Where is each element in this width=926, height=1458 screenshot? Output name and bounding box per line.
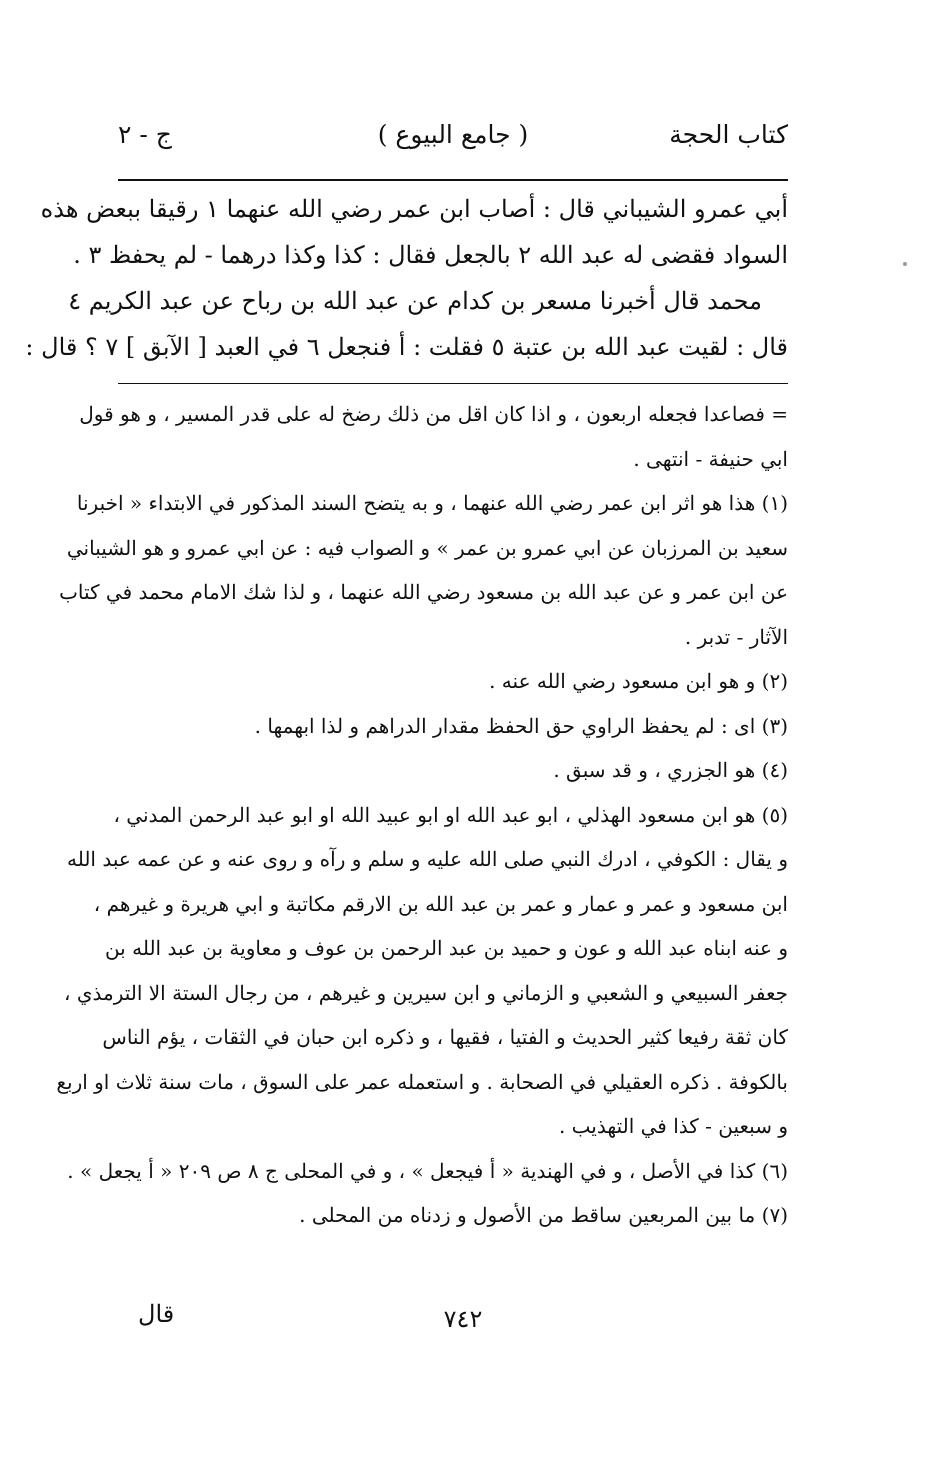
footnote-line: و سبعين - كذا في التهذيب . bbox=[558, 1114, 788, 1138]
footnote-line: (٧) ما بين المربعين ساقط من الأصول و زدناه من المحلى . bbox=[299, 1203, 788, 1227]
footnote-line: كان ثقة رفيعا كثير الحديث و الفتيا ، فقيها ، و ذكره ابن حبان في الثقات ، يؤم الناس bbox=[102, 1025, 788, 1049]
footnote-line: (٤) هو الجزري ، و قد سبق . bbox=[553, 758, 788, 782]
footnotes bbox=[56, 392, 788, 1238]
footnote-line: (٢) و هو ابن مسعود رضي الله عنه . bbox=[489, 669, 788, 693]
footnote-line: سعيد بن المرزبان عن ابي عمرو بن عمر » و الصواب فيه : عن ابي عمرو و هو الشيباني bbox=[66, 535, 788, 560]
main-line: قال : لقيت عبد الله بن عتبة ٥ فقلت : أ فنجعل ٦ في العبد [ الآبق ] ٧ ؟ قال : bbox=[25, 333, 788, 361]
footnote-line: = فصاعدا فجعله اربعون ، و اذا كان اقل من ذلك رضخ له على قدر المسير ، و هو قول bbox=[79, 402, 788, 426]
footnote-line: ابن مسعود و عمر و عمار و عمر بن عبد الله بن الارقم مكاتبة و ابي هريرة و غيرهم ، bbox=[93, 891, 788, 916]
chapter-title: ( جامع البيوع ) bbox=[377, 120, 529, 149]
running-header bbox=[118, 120, 788, 174]
scan-speck bbox=[903, 262, 907, 266]
book-title: كتاب الحجة bbox=[669, 120, 788, 149]
footnote-line: (١) هذا هو اثر ابن عمر رضي الله عنهما ، و به يتضح السند المذكور في الابتداء « اخبرنا bbox=[76, 491, 788, 515]
footnote-rule bbox=[118, 383, 788, 384]
volume-number: ج - ٢ bbox=[118, 120, 172, 149]
footnote-line: (٦) كذا في الأصل ، و في الهندية « أ فيجعل » ، و في المحلى ج ٨ ص ٢٠٩ « أ يجعل » . bbox=[67, 1158, 788, 1183]
catchword: قال bbox=[138, 1300, 175, 1328]
page-number: ٧٤٢ bbox=[443, 1305, 483, 1333]
footnote-line: و يقال : الكوفي ، ادرك النبي صلى الله عليه و سلم و رآه و روى عنه و عن عمه عبد الله bbox=[66, 847, 788, 871]
footnote-line: الآثار - تدبر . bbox=[684, 624, 788, 649]
footnote-line: (٥) هو ابن مسعود الهذلي ، ابو عبد الله او ابو عبيد الله او ابو عبد الرحمن المدني ، bbox=[113, 802, 788, 827]
footnote-line: (٣) اى : لم يحفظ الراوي حق الحفظ مقدار الدراهم و لذا ابهمها . bbox=[254, 713, 788, 738]
footnote-line: و عنه ابناه عبد الله و عون و حميد بن عبد الرحمن بن عوف و معاوية بن عبد الله بن bbox=[104, 936, 788, 960]
main-text bbox=[25, 186, 788, 370]
main-line: السواد فقضى له عبد الله ٢ بالجعل فقال : كذا وكذا درهما - لم يحفظ ٣ . bbox=[73, 241, 788, 269]
header-rule bbox=[118, 179, 788, 181]
footnote-line: عن ابن عمر و عن عبد الله بن مسعود رضي الله عنهما ، و لذا شك الامام محمد في كتاب bbox=[59, 580, 788, 604]
main-line: أبي عمرو الشيباني قال : أصاب ابن عمر رضي الله عنهما ١ رقيقا ببعض هذه bbox=[40, 195, 788, 223]
footnote-line: ابي حنيفة - انتهى . bbox=[633, 446, 788, 471]
footnote-line: بالكوفة . ذكره العقيلي في الصحابة . و استعمله عمر على السوق ، مات سنة ثلاث او اربع bbox=[56, 1069, 788, 1094]
footnote-line: جعفر السبيعي و الشعبي و الزماني و ابن سيرين و غيرهم ، من رجال الستة الا الترمذي ، bbox=[64, 980, 788, 1005]
main-line: محمد قال أخبرنا مسعر بن كدام عن عبد الله بن رباح عن عبد الكريم ٤ bbox=[68, 287, 762, 315]
